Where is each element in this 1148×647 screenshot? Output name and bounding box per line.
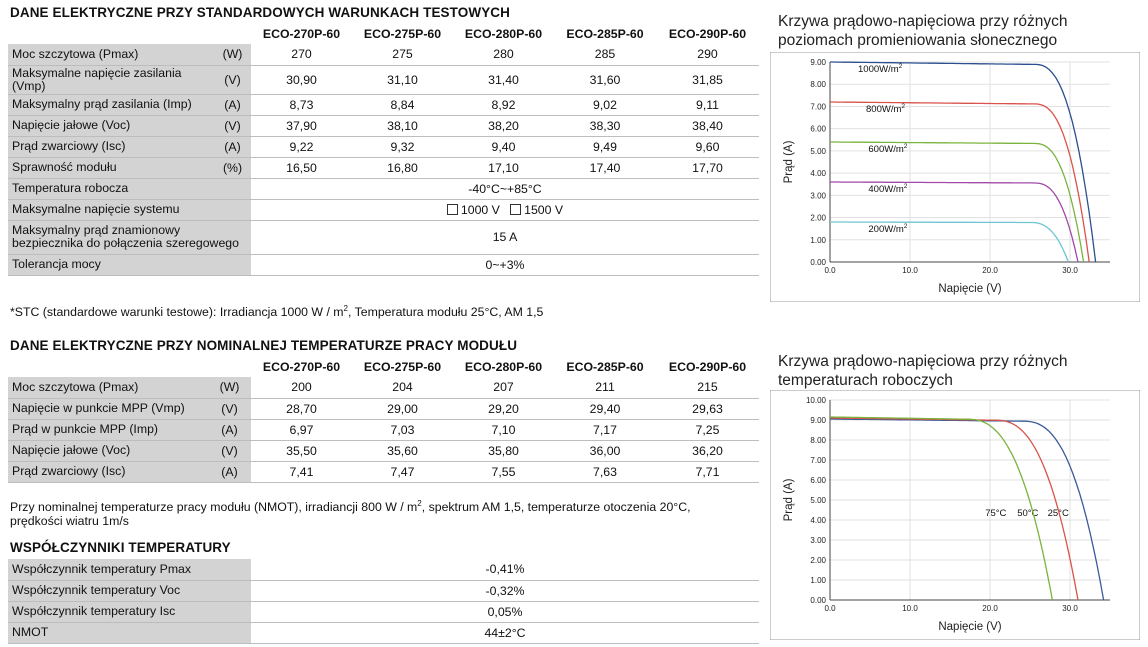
row-value: 16,50 xyxy=(251,157,352,178)
row-value: 7,71 xyxy=(656,461,759,482)
row-label: Napięcie jałowe (Voc) xyxy=(8,115,214,136)
model-header: ECO-285P-60 xyxy=(566,360,644,374)
row-value: 35,80 xyxy=(453,440,554,461)
row-label: Tolerancja mocy xyxy=(8,254,251,275)
row-value: 200 xyxy=(251,377,352,398)
option-1000v-label: 1000 V xyxy=(460,202,500,217)
coef-value: -0,32% xyxy=(251,580,759,601)
row-value: 17,40 xyxy=(554,157,656,178)
row-value: -40°C~+85°C xyxy=(251,178,759,199)
stc-section-title: DANE ELEKTRYCZNE PRZY STANDARDOWYCH WARUNKACH TESTOWYCH xyxy=(10,5,511,20)
row-value: 29,20 xyxy=(453,398,554,419)
row-unit: (W) xyxy=(214,44,251,65)
row-value: 29,63 xyxy=(656,398,759,419)
y-tick-label: 9.00 xyxy=(810,58,826,67)
row-label: Moc szczytowa (Pmax) xyxy=(8,377,208,398)
x-tick-label: 20.0 xyxy=(982,604,998,613)
row-value: 36,20 xyxy=(656,440,759,461)
table-row xyxy=(8,377,759,398)
row-value: 0~+3% xyxy=(251,254,759,275)
x-tick-label: 0.0 xyxy=(824,604,836,613)
y-tick-label: 1.00 xyxy=(810,576,826,585)
model-header: ECO-275P-60 xyxy=(363,360,442,374)
y-tick-label: 7.00 xyxy=(810,456,826,465)
row-unit: (A) xyxy=(208,419,251,440)
row-unit: (V) xyxy=(214,65,251,94)
row-value: 9,40 xyxy=(453,136,554,157)
row-value: 29,00 xyxy=(352,398,453,419)
coef-label: Współczynnik temperatury Pmax xyxy=(8,559,251,580)
checkbox-1500v[interactable] xyxy=(510,204,521,215)
y-tick-label: 4.00 xyxy=(810,169,826,179)
y-tick-label: 7.00 xyxy=(810,102,826,112)
row-label: Prąd w punkcie MPP (Imp) xyxy=(8,419,208,440)
nmot-note: Przy nominalnej temperaturze pracy modułu (NMOT), irradiancji 800 W / $m^2$, spektrum AM 1,5, temperaturze otoczenia 20°C, prędkości wiatru 1m/s xyxy=(10,499,691,529)
table-row xyxy=(8,44,759,65)
x-tick-label: 0.0 xyxy=(824,266,836,275)
series-label: 25°C xyxy=(1047,508,1069,519)
row-value: 270 xyxy=(251,44,352,65)
series-label: $600W/m^2$ xyxy=(868,143,908,155)
y-axis-label: Prąd (A) xyxy=(783,140,795,184)
row-value: 290 xyxy=(656,44,759,65)
row-unit: (V) xyxy=(208,398,251,419)
y-tick-label: 3.00 xyxy=(810,536,826,545)
model-header: ECO-285P-60 xyxy=(566,27,644,41)
row-value: 215 xyxy=(656,377,759,398)
row-value: 8,73 xyxy=(251,94,352,115)
table-row xyxy=(8,398,759,419)
row-value: 31,85 xyxy=(656,65,759,94)
row-value: 37,90 xyxy=(251,115,352,136)
coef-section-title: WSPÓŁCZYNNIKI TEMPERATURY xyxy=(10,540,231,555)
row-value: 7,10 xyxy=(453,419,554,440)
table-row xyxy=(8,559,759,580)
stc-note: *STC (standardowe warunki testowe): Irradiancja 1000 W / $m^2$, Temperatura modułu 25°C, AM 1,5 xyxy=(10,304,544,320)
temperature-iv-chart xyxy=(770,390,1140,640)
series-label: $400W/m^2$ xyxy=(868,183,908,195)
row-value: 17,10 xyxy=(453,157,554,178)
series-label: $200W/m^2$ xyxy=(868,223,908,235)
option-1500v-label: 1500 V xyxy=(524,202,564,217)
model-header: ECO-275P-60 xyxy=(363,27,442,41)
row-value: 31,10 xyxy=(352,65,453,94)
table-row xyxy=(8,601,759,622)
nmot-table xyxy=(8,357,759,483)
row-value xyxy=(251,199,759,220)
table-row xyxy=(8,419,759,440)
x-tick-label: 20.0 xyxy=(982,266,998,275)
table-row xyxy=(8,94,759,115)
coef-label: NMOT xyxy=(8,622,251,643)
row-label: Prąd zwarciowy (Isc) xyxy=(8,461,208,482)
y-tick-label: 8.00 xyxy=(810,80,826,90)
stc-table xyxy=(8,24,759,276)
row-value: 16,80 xyxy=(352,157,453,178)
x-tick-label: 30.0 xyxy=(1062,604,1078,613)
x-tick-label: 10.0 xyxy=(902,604,918,613)
row-label: Sprawność modułu xyxy=(8,157,214,178)
row-value: 15 A xyxy=(251,220,759,254)
table-row xyxy=(8,461,759,482)
y-tick-label: 5.00 xyxy=(810,146,826,156)
row-value: 211 xyxy=(554,377,656,398)
y-tick-label: 0.00 xyxy=(810,258,826,267)
table-row xyxy=(8,199,759,220)
row-value: 36,00 xyxy=(554,440,656,461)
row-value: 204 xyxy=(352,377,453,398)
row-value: 38,40 xyxy=(656,115,759,136)
row-value: 9,49 xyxy=(554,136,656,157)
row-label: Napięcie w punkcie MPP (Vmp) xyxy=(8,398,208,419)
y-tick-label: 6.00 xyxy=(810,124,826,134)
row-label: Moc szczytowa (Pmax) xyxy=(8,44,214,65)
table-row xyxy=(8,157,759,178)
nmot-section-title: DANE ELEKTRYCZNE PRZY NOMINALNEJ TEMPERATURZE PRACY MODUŁU xyxy=(10,338,518,353)
model-header: ECO-270P-60 xyxy=(262,360,341,374)
row-value: 31,60 xyxy=(554,65,656,94)
model-header: ECO-270P-60 xyxy=(262,27,341,41)
row-value: 207 xyxy=(453,377,554,398)
row-label: Temperatura robocza xyxy=(8,178,251,199)
table-row xyxy=(8,622,759,643)
y-axis-label: Prąd (A) xyxy=(783,478,795,522)
table-row xyxy=(8,254,759,275)
row-value: 35,60 xyxy=(352,440,453,461)
series-label: 50°C xyxy=(1017,508,1039,519)
y-tick-label: 0.00 xyxy=(810,596,826,605)
table-row xyxy=(8,178,759,199)
row-value: 275 xyxy=(352,44,453,65)
row-value: 38,30 xyxy=(554,115,656,136)
table-row xyxy=(8,220,759,254)
row-value: 9,22 xyxy=(251,136,352,157)
row-value: 7,03 xyxy=(352,419,453,440)
row-value: 9,60 xyxy=(656,136,759,157)
row-value: 285 xyxy=(554,44,656,65)
row-value: 7,63 xyxy=(554,461,656,482)
y-tick-label: 8.00 xyxy=(810,436,826,445)
row-unit: (W) xyxy=(208,377,251,398)
row-value: 38,20 xyxy=(453,115,554,136)
table-row xyxy=(8,580,759,601)
y-tick-label: 9.00 xyxy=(810,416,826,425)
x-axis-label: Napięcie (V) xyxy=(938,283,1002,295)
model-header: ECO-290P-60 xyxy=(668,27,747,41)
row-value: 280 xyxy=(453,44,554,65)
row-label: Maksymalne napięcie zasilania (Vmp) xyxy=(8,65,214,94)
irradiance-iv-chart xyxy=(770,52,1140,302)
y-tick-label: 6.00 xyxy=(810,476,826,485)
y-tick-label: 4.00 xyxy=(810,516,826,525)
x-tick-label: 30.0 xyxy=(1062,266,1078,275)
row-value: 17,70 xyxy=(656,157,759,178)
row-unit: (A) xyxy=(214,136,251,157)
series-label: $800W/m^2$ xyxy=(866,103,905,115)
row-unit: (V) xyxy=(214,115,251,136)
row-unit: (A) xyxy=(214,94,251,115)
x-axis-label: Napięcie (V) xyxy=(938,621,1002,633)
row-value: 7,55 xyxy=(453,461,554,482)
row-label: Napięcie jałowe (Voc) xyxy=(8,440,208,461)
row-label: Maksymalny prąd znamionowy bezpiecznika do połączenia szeregowego xyxy=(8,220,251,254)
row-label: Prąd zwarciowy (Isc) xyxy=(8,136,214,157)
row-value: 9,32 xyxy=(352,136,453,157)
coef-value: 0,05% xyxy=(251,601,759,622)
row-value: 7,17 xyxy=(554,419,656,440)
series-label: 75°C xyxy=(985,508,1007,519)
row-value: 8,92 xyxy=(453,94,554,115)
row-label: Maksymalny prąd zasilania (Imp) xyxy=(8,94,214,115)
coef-table xyxy=(8,559,759,644)
row-value: 29,40 xyxy=(554,398,656,419)
header-spacer xyxy=(8,357,251,377)
row-value: 8,84 xyxy=(352,94,453,115)
row-unit: (%) xyxy=(214,157,251,178)
table-row xyxy=(8,440,759,461)
model-header: ECO-280P-60 xyxy=(464,27,543,41)
row-value: 31,40 xyxy=(453,65,554,94)
row-value: 30,90 xyxy=(251,65,352,94)
y-tick-label: 2.00 xyxy=(810,213,826,223)
chart1-title: Krzywa prądowo-napięciowa przy różnych poziomach promieniowania słonecznego xyxy=(778,13,1068,49)
y-tick-label: 3.00 xyxy=(810,191,826,201)
row-value: 7,25 xyxy=(656,419,759,440)
table-row xyxy=(8,136,759,157)
header-spacer xyxy=(8,24,251,44)
row-value: 35,50 xyxy=(251,440,352,461)
y-tick-label: 10.00 xyxy=(805,396,826,405)
x-tick-label: 10.0 xyxy=(902,266,918,275)
checkbox-1000v[interactable] xyxy=(447,204,458,215)
model-header: ECO-280P-60 xyxy=(464,360,543,374)
row-value: 7,47 xyxy=(352,461,453,482)
row-unit: (V) xyxy=(208,440,251,461)
coef-label: Współczynnik temperatury Isc xyxy=(8,601,251,622)
coef-value: 44±2°C xyxy=(251,622,759,643)
coef-value: -0,41% xyxy=(251,559,759,580)
model-header: ECO-290P-60 xyxy=(668,360,747,374)
y-tick-label: 2.00 xyxy=(810,556,826,565)
y-tick-label: 5.00 xyxy=(810,496,826,505)
row-value: 6,97 xyxy=(251,419,352,440)
row-value: 7,41 xyxy=(251,461,352,482)
row-value: 28,70 xyxy=(251,398,352,419)
row-value: 9,11 xyxy=(656,94,759,115)
y-tick-label: 1.00 xyxy=(810,235,826,245)
table-row xyxy=(8,115,759,136)
row-value: 9,02 xyxy=(554,94,656,115)
row-unit: (A) xyxy=(208,461,251,482)
row-label: Maksymalne napięcie systemu xyxy=(8,199,251,220)
coef-label: Współczynnik temperatury Voc xyxy=(8,580,251,601)
chart2-title: Krzywa prądowo-napięciowa przy różnych temperaturach roboczych xyxy=(778,353,1068,389)
row-value: 38,10 xyxy=(352,115,453,136)
table-row xyxy=(8,65,759,94)
series-label: $1000W/m^2$ xyxy=(858,63,903,75)
